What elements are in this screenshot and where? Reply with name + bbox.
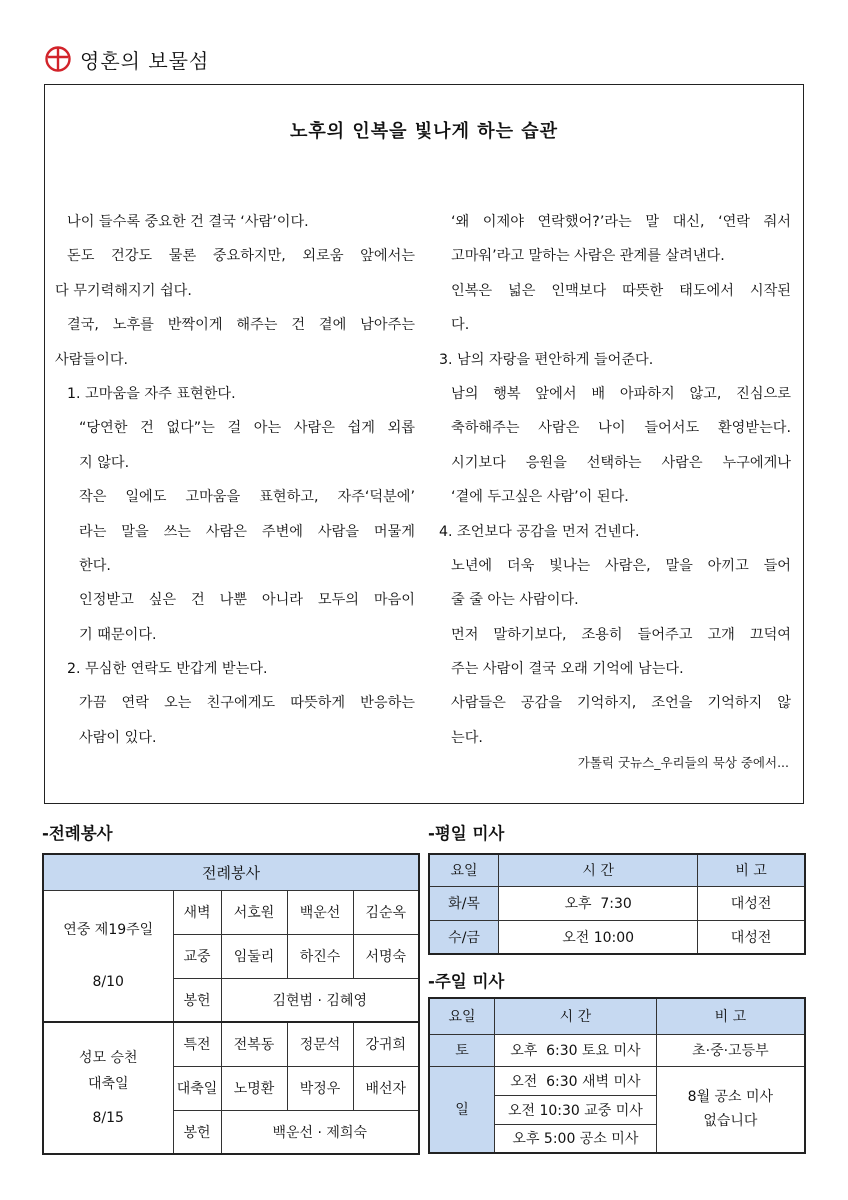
- day-cell: 일: [429, 1066, 495, 1153]
- heading-4: 4. 조언보다 공감을 먼저 건넨다.: [439, 523, 640, 540]
- liturgy-table-title: 전례봉사: [43, 854, 419, 890]
- column-header: 요일: [429, 998, 495, 1034]
- time-cell: 오전 10:00: [499, 920, 698, 954]
- article-source: 가톨릭 굿뉴스_우리들의 묵상 중에서...: [577, 755, 789, 770]
- article-box: [44, 84, 804, 804]
- text-line: “당연한 건 없다”는 걸 아는 사람은 쉽게 외롭: [79, 420, 415, 437]
- weekday-mass-section-title: -평일 미사: [428, 824, 505, 843]
- name-cell: 전복동: [221, 1022, 287, 1066]
- text-line: 한다.: [79, 557, 111, 574]
- time-cell: 오후 7:30: [499, 886, 698, 920]
- text-line: 는다.: [451, 729, 483, 746]
- merged-names-cell: 백운선 · 제희숙: [221, 1110, 419, 1154]
- text-line: 고마워’라고 말하는 사람은 관계를 살려낸다.: [451, 248, 725, 265]
- role-cell: 새벽: [173, 890, 221, 934]
- text-line: 사람들은 공감을 기억하지, 조언을 기억하지 않: [451, 695, 791, 712]
- text-line: 작은 일에도 고마움을 표현하고, 자주‘덕분에’: [79, 489, 415, 506]
- role-cell: 봉헌: [173, 978, 221, 1022]
- name-cell: 백운선: [287, 890, 353, 934]
- note-cell: 대성전: [698, 920, 805, 954]
- group-label-line: 8/15: [92, 1110, 124, 1126]
- text-line: 돈도 건강도 물론 중요하지만, 외로움 앞에서는: [67, 248, 415, 265]
- article-left-column: [55, 205, 415, 755]
- day-cell: 토: [429, 1034, 495, 1066]
- text-line: 다 무기력해지기 쉽다.: [55, 282, 192, 299]
- page-title: 영혼의 보물섬: [80, 48, 210, 73]
- text-line: 다.: [451, 317, 470, 334]
- text-line: 시기보다 응원을 선택하는 사람은 누구에게나: [451, 454, 791, 471]
- note-cell: [656, 1066, 805, 1153]
- weekday-mass-table: [428, 853, 806, 955]
- name-cell: 배선자: [353, 1066, 419, 1110]
- liturgy-group-label: [43, 1022, 173, 1154]
- text-line: 가끔 연락 오는 친구에게도 따뜻하게 반응하는: [79, 695, 415, 712]
- article-right-column: [439, 205, 791, 755]
- text-line: 주는 사람이 결국 오래 기억에 남는다.: [451, 661, 684, 678]
- text-line: 기 때문이다.: [79, 626, 157, 643]
- heading-2: 2. 무심한 연락도 반갑게 받는다.: [67, 661, 268, 678]
- text-line: 지 않다.: [79, 454, 130, 471]
- text-line: ‘곁에 두고싶은 사람’이 된다.: [451, 489, 629, 506]
- text-line: 먼저 말하기보다, 조용히 들어주고 고개 끄덕여: [451, 626, 791, 643]
- note-cell: 대성전: [698, 886, 805, 920]
- name-cell: 노명환: [221, 1066, 287, 1110]
- heading-1: 1. 고마움을 자주 표현한다.: [67, 385, 236, 402]
- liturgy-section-title: -전례봉사: [42, 824, 113, 843]
- name-cell: 서명숙: [353, 934, 419, 978]
- role-cell: 교중: [173, 934, 221, 978]
- page-header: [44, 44, 209, 74]
- column-header: 비 고: [656, 998, 805, 1034]
- text-line: 라는 말을 쓰는 사람은 주변에 사람을 머물게: [79, 523, 415, 540]
- text-line: 인정받고 싶은 건 나뿐 아니라 모두의 마음이: [79, 592, 415, 609]
- name-cell: 정문석: [287, 1022, 353, 1066]
- text-line: 줄 줄 아는 사람이다.: [451, 592, 579, 609]
- note-line: 없습니다: [703, 1113, 758, 1130]
- text-line: 남의 행복 앞에서 배 아파하지 않고, 진심으로: [451, 385, 791, 402]
- column-header: 비 고: [698, 854, 805, 886]
- group-label-line: 연중 제19주일: [63, 921, 154, 938]
- cross-circle-icon: [44, 45, 72, 73]
- text-line: 사람들이다.: [55, 351, 129, 368]
- name-cell: 강귀희: [353, 1022, 419, 1066]
- note-line: 8월 공소 미사: [687, 1089, 774, 1106]
- name-cell: 임둘리: [221, 934, 287, 978]
- group-label-line: 대축일: [87, 1076, 129, 1092]
- time-cell: 오후 6:30 토요 미사: [495, 1034, 657, 1066]
- heading-3: 3. 남의 자랑을 편안하게 들어준다.: [439, 351, 654, 368]
- liturgy-group-label: [43, 890, 173, 1022]
- role-cell: 봉헌: [173, 1110, 221, 1154]
- group-label-line: 성모 승천: [78, 1050, 138, 1066]
- name-cell: 김순옥: [353, 890, 419, 934]
- time-cell: 오후 5:00 공소 미사: [495, 1124, 657, 1153]
- day-cell: 화/목: [429, 886, 499, 920]
- text-line: 축하해주는 사람은 나이 들어서도 환영받는다.: [451, 420, 791, 437]
- sunday-mass-section-title: -주일 미사: [428, 972, 505, 991]
- note-cell: 초·중·고등부: [656, 1034, 805, 1066]
- text-line: 사람이 있다.: [79, 729, 157, 746]
- liturgy-table: [42, 853, 420, 1155]
- group-label-line: 8/10: [92, 973, 124, 990]
- column-header: 요일: [429, 854, 499, 886]
- text-line: 인복은 넓은 인맥보다 따뜻한 태도에서 시작된: [451, 282, 791, 299]
- name-cell: 서호원: [221, 890, 287, 934]
- text-line: ‘왜 이제야 연락했어?’라는 말 대신, ‘연락 줘서: [451, 214, 791, 230]
- time-cell: 오전 6:30 새벽 미사: [495, 1066, 657, 1095]
- article-title: 노후의 인복을 빛나게 하는 습관: [289, 121, 559, 142]
- text-line: 결국, 노후를 반짝이게 해주는 건 곁에 남아주는: [67, 317, 415, 334]
- name-cell: 하진수: [287, 934, 353, 978]
- sunday-mass-table: [428, 997, 806, 1154]
- column-header: 시 간: [495, 998, 657, 1034]
- name-cell: 박정우: [287, 1066, 353, 1110]
- text-line: 나이 들수록 중요한 건 결국 ‘사람’이다.: [67, 214, 309, 230]
- role-cell: 특전: [173, 1022, 221, 1066]
- role-cell: 대축일: [173, 1066, 221, 1110]
- time-cell: 오전 10:30 교중 미사: [495, 1095, 657, 1124]
- day-cell: 수/금: [429, 920, 499, 954]
- merged-names-cell: 김현범 · 김혜영: [221, 978, 419, 1022]
- text-line: 노년에 더욱 빛나는 사람은, 말을 아끼고 들어: [451, 557, 791, 574]
- column-header: 시 간: [499, 854, 698, 886]
